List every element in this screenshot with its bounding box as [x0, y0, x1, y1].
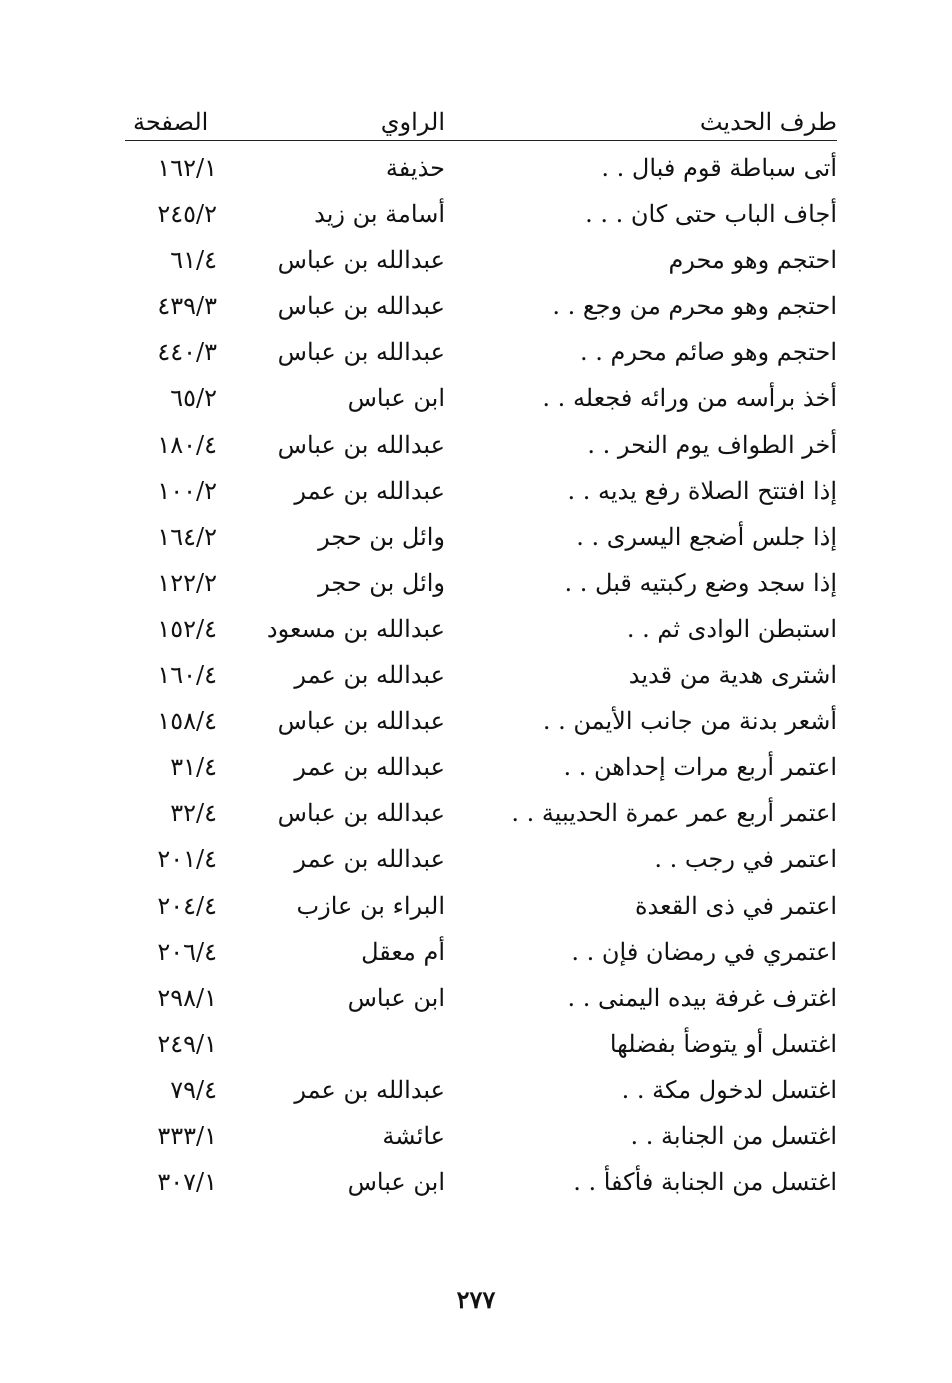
- narrator-name: وائل بن حجر: [318, 568, 445, 597]
- hadith-text: اغتسل أو يتوضأ بفضلها: [609, 1029, 837, 1058]
- table-row: [125, 237, 837, 283]
- narrator-name: حذيفة: [385, 154, 445, 182]
- narrator-name: أسامة بن زيد: [314, 200, 445, 229]
- hadith-text: إذا افتتح الصلاة رفع يديه . .: [567, 476, 837, 505]
- page-reference: ٦٥/٢: [170, 384, 217, 413]
- narrator-name: البراء بن عازب: [296, 891, 445, 920]
- narrator-name: عبدالله بن عمر: [294, 753, 445, 782]
- hadith-text: اشترى هدية من قديد: [628, 661, 837, 690]
- narrator-name: عبدالله بن عباس: [277, 338, 445, 367]
- hadith-text: اعتمر أربع عمر عمرة الحديبية . .: [511, 799, 837, 828]
- narrator-name: أم معقل: [361, 937, 445, 966]
- narrator-name: وائل بن حجر: [318, 522, 445, 551]
- narrator-name: ابن عباس: [347, 1168, 445, 1197]
- hadith-text: إذا جلس أضجع اليسرى . .: [576, 522, 837, 551]
- table-row: [125, 1113, 837, 1159]
- page-reference: ٢٩٨/١: [157, 983, 217, 1012]
- hadith-text: احتجم وهو محرم من وجع . .: [552, 292, 837, 321]
- page-reference: ٣١/٤: [170, 753, 217, 782]
- narrator-name: ابن عباس: [347, 384, 445, 413]
- page-number: ٢٧٧: [456, 1285, 496, 1314]
- table-header: [125, 104, 837, 141]
- table-row: [125, 191, 837, 237]
- table-row: [125, 1067, 837, 1113]
- narrator-name: عبدالله بن عمر: [294, 845, 445, 874]
- hadith-text: أتى سباطة قوم فبال . .: [601, 154, 837, 182]
- narrator-name: عبدالله بن عباس: [277, 430, 445, 459]
- table-row: [125, 145, 837, 191]
- page-reference: ١٥٨/٤: [157, 707, 217, 736]
- table-row: [125, 560, 837, 606]
- table-row: [125, 375, 837, 421]
- narrator-name: ابن عباس: [347, 983, 445, 1012]
- narrator-name: عبدالله بن عمر: [294, 1075, 445, 1104]
- page-reference: ١٨٠/٤: [157, 430, 217, 459]
- table-row: [125, 1159, 837, 1205]
- hadith-text: اعتمري في رمضان فإن . .: [571, 937, 837, 966]
- page-reference: ٣٣٣/١: [157, 1121, 217, 1150]
- table-row: [125, 1021, 837, 1067]
- page-reference: ٢٠٦/٤: [157, 937, 217, 966]
- hadith-text: احتجم وهو صائم محرم . .: [579, 338, 837, 367]
- hadith-text: اغتسل لدخول مكة . .: [621, 1075, 837, 1104]
- hadith-text: أخر الطواف يوم النحر . .: [587, 430, 837, 459]
- page-reference: ١٦٢/١: [157, 154, 217, 182]
- table-row: [125, 698, 837, 744]
- page-reference: ٦١/٤: [170, 246, 217, 275]
- narrator-name: عبدالله بن عباس: [277, 707, 445, 736]
- page-reference: ٣٢/٤: [170, 799, 217, 828]
- page-reference: ٤٤٠/٣: [157, 338, 217, 367]
- page-reference: ١٥٢/٤: [157, 614, 217, 643]
- page-reference: ٣٠٧/١: [157, 1168, 217, 1197]
- narrator-name: عبدالله بن عمر: [294, 661, 445, 690]
- table-row: [125, 836, 837, 882]
- table-row: [125, 283, 837, 329]
- page-reference: ٤٣٩/٣: [157, 292, 217, 321]
- hadith-text: إذا سجد وضع ركبتيه قبل . .: [564, 568, 837, 597]
- page-reference: ١٦٠/٤: [157, 661, 217, 690]
- table-row: [125, 883, 837, 929]
- narrator-name: عبدالله بن عباس: [277, 292, 445, 321]
- column-header-page: الصفحة: [133, 108, 209, 136]
- page-reference: ٢٤٥/٢: [157, 200, 217, 229]
- column-header-narrator: الراوي: [380, 108, 445, 136]
- table-row: [125, 329, 837, 375]
- table-row: [125, 975, 837, 1021]
- hadith-text: أشعر بدنة من جانب الأيمن . .: [542, 707, 837, 736]
- hadith-text: أخذ برأسه من ورائه فجعله . .: [542, 384, 837, 413]
- page-reference: ١٦٤/٢: [157, 522, 217, 551]
- narrator-name: عبدالله بن عباس: [277, 246, 445, 275]
- page-reference: ٢٠٤/٤: [157, 891, 217, 920]
- hadith-text: اعتمر في رجب . .: [654, 845, 837, 874]
- hadith-text: اغترف غرفة بيده اليمنى . .: [567, 983, 837, 1012]
- narrator-name: عبدالله بن مسعود: [266, 614, 445, 643]
- table-row: [125, 514, 837, 560]
- narrator-name: عائشة: [382, 1121, 445, 1150]
- hadith-text: احتجم وهو محرم: [668, 246, 837, 275]
- narrator-name: عبدالله بن عمر: [294, 476, 445, 505]
- page-reference: ٢٤٩/١: [157, 1029, 217, 1058]
- hadith-text: اعتمر أربع مرات إحداهن . .: [563, 753, 837, 782]
- hadith-text: اعتمر في ذى القعدة: [634, 891, 837, 920]
- table-row: [125, 468, 837, 514]
- hadith-text: استبطن الوادى ثم . .: [626, 614, 837, 643]
- table-row: [125, 744, 837, 790]
- hadith-text: اغتسل من الجنابة . .: [630, 1121, 837, 1150]
- column-header-hadith: طرف الحديث: [699, 108, 837, 136]
- table-row: [125, 422, 837, 468]
- page-reference: ١٠٠/٢: [157, 476, 217, 505]
- table-row: [125, 652, 837, 698]
- table-row: [125, 790, 837, 836]
- hadith-index-table: [125, 145, 837, 1205]
- page-reference: ٧٩/٤: [170, 1075, 217, 1104]
- page-reference: ١٢٢/٢: [157, 568, 217, 597]
- hadith-text: أجاف الباب حتى كان . . .: [585, 200, 837, 229]
- narrator-name: عبدالله بن عباس: [277, 799, 445, 828]
- hadith-text: اغتسل من الجنابة فأكفأ . .: [573, 1168, 837, 1197]
- table-row: [125, 606, 837, 652]
- page-reference: ٢٠١/٤: [157, 845, 217, 874]
- table-row: [125, 929, 837, 975]
